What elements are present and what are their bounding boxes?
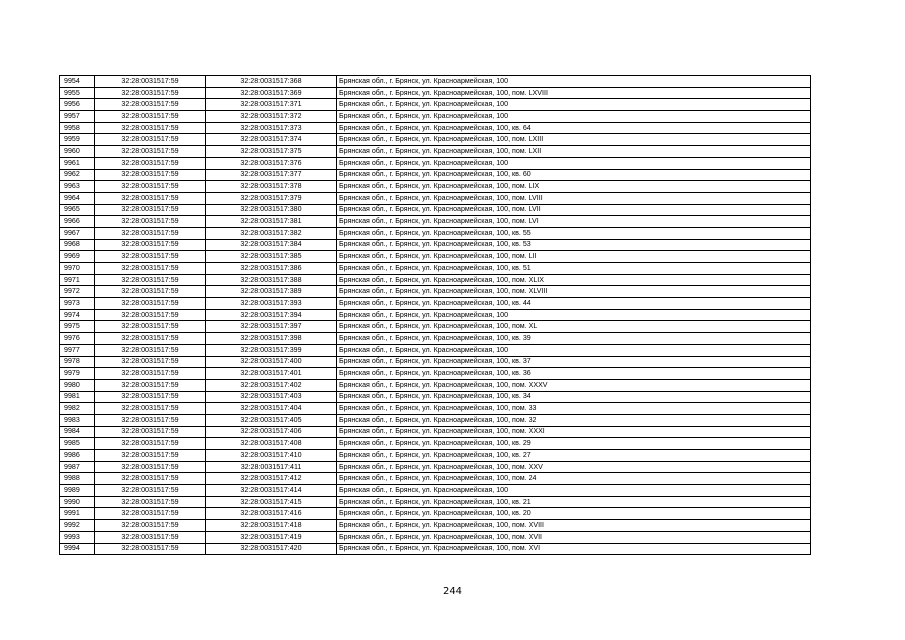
table-row: [60, 239, 811, 251]
table-row: [60, 251, 811, 263]
object-number-cell: 32:28:0031517:372: [206, 111, 337, 123]
object-number-cell: 32:28:0031517:398: [206, 333, 337, 345]
object-number-cell: 32:28:0031517:394: [206, 309, 337, 321]
object-number-cell: 32:28:0031517:386: [206, 263, 337, 275]
row-number-cell: 9972: [60, 286, 95, 298]
object-number-cell: 32:28:0031517:377: [206, 169, 337, 181]
parcel-number-cell: 32:28:0031517:59: [95, 76, 206, 88]
address-cell: Брянская обл., г. Брянск, ул. Красноармейская, 100, пом. LVI: [337, 216, 811, 228]
table-row: [60, 169, 811, 181]
parcel-number-cell: 32:28:0031517:59: [95, 531, 206, 543]
row-number-cell: 9963: [60, 181, 95, 193]
address-cell: Брянская обл., г. Брянск, ул. Красноармейская, 100, пом. XVII: [337, 531, 811, 543]
parcel-number-cell: 32:28:0031517:59: [95, 344, 206, 356]
table-row: [60, 461, 811, 473]
row-number-cell: 9987: [60, 461, 95, 473]
table-row: [60, 473, 811, 485]
table-row: [60, 157, 811, 169]
row-number-cell: 9955: [60, 87, 95, 99]
table-row: [60, 379, 811, 391]
parcel-number-cell: 32:28:0031517:59: [95, 356, 206, 368]
table-row: [60, 76, 811, 88]
row-number-cell: 9966: [60, 216, 95, 228]
parcel-number-cell: 32:28:0031517:59: [95, 227, 206, 239]
object-number-cell: 32:28:0031517:368: [206, 76, 337, 88]
address-cell: Брянская обл., г. Брянск, ул. Красноармейская, 100, пом. XL: [337, 321, 811, 333]
table-row: [60, 274, 811, 286]
address-cell: Брянская обл., г. Брянск, ул. Красноармейская, 100, пом. 33: [337, 403, 811, 415]
address-cell: Брянская обл., г. Брянск, ул. Красноармейская, 100, кв. 60: [337, 169, 811, 181]
object-number-cell: 32:28:0031517:379: [206, 192, 337, 204]
parcel-number-cell: 32:28:0031517:59: [95, 379, 206, 391]
parcel-number-cell: 32:28:0031517:59: [95, 239, 206, 251]
table-row: [60, 204, 811, 216]
row-number-cell: 9975: [60, 321, 95, 333]
row-number-cell: 9988: [60, 473, 95, 485]
row-number-cell: 9974: [60, 309, 95, 321]
address-cell: Брянская обл., г. Брянск, ул. Красноармейская, 100, пом. LXVIII: [337, 87, 811, 99]
row-number-cell: 9961: [60, 157, 95, 169]
address-cell: Брянская обл., г. Брянск, ул. Красноармейская, 100, пом. XLIX: [337, 274, 811, 286]
parcel-number-cell: 32:28:0031517:59: [95, 263, 206, 275]
table-row: [60, 321, 811, 333]
table-row: [60, 298, 811, 310]
parcel-number-cell: 32:28:0031517:59: [95, 333, 206, 345]
object-number-cell: 32:28:0031517:403: [206, 391, 337, 403]
object-number-cell: 32:28:0031517:416: [206, 508, 337, 520]
parcel-number-cell: 32:28:0031517:59: [95, 496, 206, 508]
row-number-cell: 9976: [60, 333, 95, 345]
row-number-cell: 9967: [60, 227, 95, 239]
object-number-cell: 32:28:0031517:405: [206, 414, 337, 426]
row-number-cell: 9970: [60, 263, 95, 275]
object-number-cell: 32:28:0031517:371: [206, 99, 337, 111]
address-cell: Брянская обл., г. Брянск, ул. Красноармейская, 100, пом. 32: [337, 414, 811, 426]
row-number-cell: 9991: [60, 508, 95, 520]
object-number-cell: 32:28:0031517:369: [206, 87, 337, 99]
row-number-cell: 9980: [60, 379, 95, 391]
object-number-cell: 32:28:0031517:411: [206, 461, 337, 473]
table-row: [60, 496, 811, 508]
parcel-number-cell: 32:28:0031517:59: [95, 508, 206, 520]
object-number-cell: 32:28:0031517:380: [206, 204, 337, 216]
parcel-number-cell: 32:28:0031517:59: [95, 134, 206, 146]
row-number-cell: 9979: [60, 368, 95, 380]
address-cell: Брянская обл., г. Брянск, ул. Красноармейская, 100: [337, 111, 811, 123]
address-cell: Брянская обл., г. Брянск, ул. Красноармейская, 100, кв. 36: [337, 368, 811, 380]
row-number-cell: 9977: [60, 344, 95, 356]
row-number-cell: 9994: [60, 543, 95, 555]
object-number-cell: 32:28:0031517:400: [206, 356, 337, 368]
table-row: [60, 309, 811, 321]
object-number-cell: 32:28:0031517:375: [206, 146, 337, 158]
object-number-cell: 32:28:0031517:385: [206, 251, 337, 263]
object-number-cell: 32:28:0031517:419: [206, 531, 337, 543]
object-number-cell: 32:28:0031517:389: [206, 286, 337, 298]
address-cell: Брянская обл., г. Брянск, ул. Красноармейская, 100, пом. XLVIII: [337, 286, 811, 298]
row-number-cell: 9964: [60, 192, 95, 204]
property-table: [59, 75, 811, 555]
address-cell: Брянская обл., г. Брянск, ул. Красноармейская, 100, пом. XXXV: [337, 379, 811, 391]
parcel-number-cell: 32:28:0031517:59: [95, 99, 206, 111]
address-cell: Брянская обл., г. Брянск, ул. Красноармейская, 100: [337, 309, 811, 321]
table-row: [60, 263, 811, 275]
table-row: [60, 438, 811, 450]
address-cell: Брянская обл., г. Брянск, ул. Красноармейская, 100, кв. 51: [337, 263, 811, 275]
parcel-number-cell: 32:28:0031517:59: [95, 473, 206, 485]
parcel-number-cell: 32:28:0031517:59: [95, 204, 206, 216]
address-cell: Брянская обл., г. Брянск, ул. Красноармейская, 100: [337, 76, 811, 88]
parcel-number-cell: 32:28:0031517:59: [95, 157, 206, 169]
address-cell: Брянская обл., г. Брянск, ул. Красноармейская, 100, кв. 21: [337, 496, 811, 508]
row-number-cell: 9978: [60, 356, 95, 368]
table-row: [60, 286, 811, 298]
row-number-cell: 9989: [60, 485, 95, 497]
address-cell: Брянская обл., г. Брянск, ул. Красноармейская, 100, кв. 27: [337, 450, 811, 462]
object-number-cell: 32:28:0031517:381: [206, 216, 337, 228]
object-number-cell: 32:28:0031517:401: [206, 368, 337, 380]
row-number-cell: 9992: [60, 520, 95, 532]
row-number-cell: 9986: [60, 450, 95, 462]
parcel-number-cell: 32:28:0031517:59: [95, 192, 206, 204]
parcel-number-cell: 32:28:0031517:59: [95, 520, 206, 532]
address-cell: Брянская обл., г. Брянск, ул. Красноармейская, 100, пом. XXXI: [337, 426, 811, 438]
table-row: [60, 426, 811, 438]
parcel-number-cell: 32:28:0031517:59: [95, 368, 206, 380]
object-number-cell: 32:28:0031517:406: [206, 426, 337, 438]
address-cell: Брянская обл., г. Брянск, ул. Красноармейская, 100, кв. 20: [337, 508, 811, 520]
parcel-number-cell: 32:28:0031517:59: [95, 146, 206, 158]
parcel-number-cell: 32:28:0031517:59: [95, 321, 206, 333]
row-number-cell: 9973: [60, 298, 95, 310]
row-number-cell: 9983: [60, 414, 95, 426]
parcel-number-cell: 32:28:0031517:59: [95, 87, 206, 99]
object-number-cell: 32:28:0031517:374: [206, 134, 337, 146]
parcel-number-cell: 32:28:0031517:59: [95, 450, 206, 462]
row-number-cell: 9965: [60, 204, 95, 216]
address-cell: Брянская обл., г. Брянск, ул. Красноармейская, 100: [337, 485, 811, 497]
row-number-cell: 9968: [60, 239, 95, 251]
table-row: [60, 192, 811, 204]
parcel-number-cell: 32:28:0031517:59: [95, 391, 206, 403]
parcel-number-cell: 32:28:0031517:59: [95, 274, 206, 286]
address-cell: Брянская обл., г. Брянск, ул. Красноармейская, 100, пом. XVI: [337, 543, 811, 555]
address-cell: Брянская обл., г. Брянск, ул. Красноармейская, 100: [337, 157, 811, 169]
parcel-number-cell: 32:28:0031517:59: [95, 181, 206, 193]
row-number-cell: 9958: [60, 122, 95, 134]
object-number-cell: 32:28:0031517:378: [206, 181, 337, 193]
table-row: [60, 403, 811, 415]
table-row: [60, 344, 811, 356]
parcel-number-cell: 32:28:0031517:59: [95, 414, 206, 426]
parcel-number-cell: 32:28:0031517:59: [95, 403, 206, 415]
address-cell: Брянская обл., г. Брянск, ул. Красноармейская, 100: [337, 344, 811, 356]
table-row: [60, 87, 811, 99]
table-row: [60, 485, 811, 497]
table-row: [60, 508, 811, 520]
parcel-number-cell: 32:28:0031517:59: [95, 251, 206, 263]
row-number-cell: 9954: [60, 76, 95, 88]
row-number-cell: 9985: [60, 438, 95, 450]
row-number-cell: 9959: [60, 134, 95, 146]
page-number: 244: [442, 586, 463, 597]
table-row: [60, 99, 811, 111]
object-number-cell: 32:28:0031517:418: [206, 520, 337, 532]
table-row: [60, 111, 811, 123]
address-cell: Брянская обл., г. Брянск, ул. Красноармейская, 100, пом. LXIII: [337, 134, 811, 146]
table-row: [60, 368, 811, 380]
parcel-number-cell: 32:28:0031517:59: [95, 438, 206, 450]
table-row: [60, 181, 811, 193]
parcel-number-cell: 32:28:0031517:59: [95, 216, 206, 228]
row-number-cell: 9962: [60, 169, 95, 181]
table-row: [60, 391, 811, 403]
object-number-cell: 32:28:0031517:412: [206, 473, 337, 485]
table-row: [60, 543, 811, 555]
address-cell: Брянская обл., г. Брянск, ул. Красноармейская, 100, кв. 44: [337, 298, 811, 310]
address-cell: Брянская обл., г. Брянск, ул. Красноармейская, 100, кв. 64: [337, 122, 811, 134]
row-number-cell: 9993: [60, 531, 95, 543]
address-cell: Брянская обл., г. Брянск, ул. Красноармейская, 100, пом. LII: [337, 251, 811, 263]
table-row: [60, 227, 811, 239]
address-cell: Брянская обл., г. Брянск, ул. Красноармейская, 100, кв. 37: [337, 356, 811, 368]
address-cell: Брянская обл., г. Брянск, ул. Красноармейская, 100, пом. 24: [337, 473, 811, 485]
table-row: [60, 414, 811, 426]
object-number-cell: 32:28:0031517:420: [206, 543, 337, 555]
address-cell: Брянская обл., г. Брянск, ул. Красноармейская, 100: [337, 99, 811, 111]
address-cell: Брянская обл., г. Брянск, ул. Красноармейская, 100, кв. 55: [337, 227, 811, 239]
parcel-number-cell: 32:28:0031517:59: [95, 461, 206, 473]
address-cell: Брянская обл., г. Брянск, ул. Красноармейская, 100, кв. 39: [337, 333, 811, 345]
object-number-cell: 32:28:0031517:399: [206, 344, 337, 356]
address-cell: Брянская обл., г. Брянск, ул. Красноармейская, 100, пом. XXV: [337, 461, 811, 473]
table-row: [60, 216, 811, 228]
table-row: [60, 520, 811, 532]
object-number-cell: 32:28:0031517:402: [206, 379, 337, 391]
row-number-cell: 9960: [60, 146, 95, 158]
table-row: [60, 134, 811, 146]
object-number-cell: 32:28:0031517:415: [206, 496, 337, 508]
parcel-number-cell: 32:28:0031517:59: [95, 309, 206, 321]
table-row: [60, 333, 811, 345]
row-number-cell: 9990: [60, 496, 95, 508]
address-cell: Брянская обл., г. Брянск, ул. Красноармейская, 100, пом. LXII: [337, 146, 811, 158]
parcel-number-cell: 32:28:0031517:59: [95, 298, 206, 310]
address-cell: Брянская обл., г. Брянск, ул. Красноармейская, 100, пом. LVII: [337, 204, 811, 216]
row-number-cell: 9956: [60, 99, 95, 111]
address-cell: Брянская обл., г. Брянск, ул. Красноармейская, 100, пом. XVIII: [337, 520, 811, 532]
object-number-cell: 32:28:0031517:414: [206, 485, 337, 497]
address-cell: Брянская обл., г. Брянск, ул. Красноармейская, 100, кв. 34: [337, 391, 811, 403]
object-number-cell: 32:28:0031517:408: [206, 438, 337, 450]
object-number-cell: 32:28:0031517:404: [206, 403, 337, 415]
object-number-cell: 32:28:0031517:376: [206, 157, 337, 169]
parcel-number-cell: 32:28:0031517:59: [95, 169, 206, 181]
object-number-cell: 32:28:0031517:373: [206, 122, 337, 134]
address-cell: Брянская обл., г. Брянск, ул. Красноармейская, 100, пом. LVIII: [337, 192, 811, 204]
address-cell: Брянская обл., г. Брянск, ул. Красноармейская, 100, кв. 53: [337, 239, 811, 251]
object-number-cell: 32:28:0031517:410: [206, 450, 337, 462]
parcel-number-cell: 32:28:0031517:59: [95, 122, 206, 134]
address-cell: Брянская обл., г. Брянск, ул. Красноармейская, 100, пом. LIX: [337, 181, 811, 193]
row-number-cell: 9981: [60, 391, 95, 403]
address-cell: Брянская обл., г. Брянск, ул. Красноармейская, 100, кв. 29: [337, 438, 811, 450]
table-row: [60, 146, 811, 158]
object-number-cell: 32:28:0031517:393: [206, 298, 337, 310]
table-row: [60, 122, 811, 134]
row-number-cell: 9982: [60, 403, 95, 415]
object-number-cell: 32:28:0031517:388: [206, 274, 337, 286]
parcel-number-cell: 32:28:0031517:59: [95, 426, 206, 438]
row-number-cell: 9984: [60, 426, 95, 438]
table-body: [60, 76, 811, 555]
parcel-number-cell: 32:28:0031517:59: [95, 485, 206, 497]
table-row: [60, 450, 811, 462]
parcel-number-cell: 32:28:0031517:59: [95, 111, 206, 123]
row-number-cell: 9969: [60, 251, 95, 263]
parcel-number-cell: 32:28:0031517:59: [95, 543, 206, 555]
row-number-cell: 9957: [60, 111, 95, 123]
object-number-cell: 32:28:0031517:384: [206, 239, 337, 251]
object-number-cell: 32:28:0031517:382: [206, 227, 337, 239]
parcel-number-cell: 32:28:0031517:59: [95, 286, 206, 298]
table-row: [60, 356, 811, 368]
table-row: [60, 531, 811, 543]
object-number-cell: 32:28:0031517:397: [206, 321, 337, 333]
row-number-cell: 9971: [60, 274, 95, 286]
